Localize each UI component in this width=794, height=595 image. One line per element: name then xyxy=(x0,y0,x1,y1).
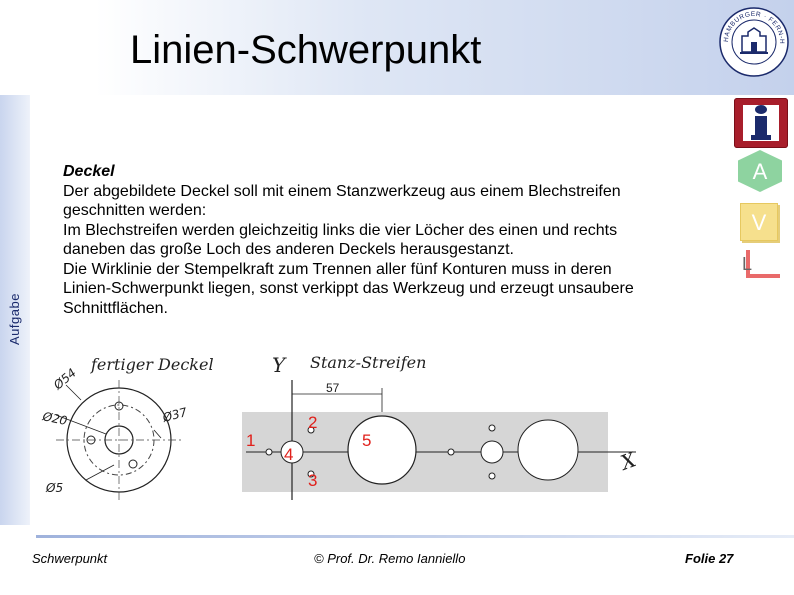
task-line: geschnitten werden: xyxy=(63,202,207,219)
dim-d5: Ø5 xyxy=(46,481,64,495)
left-drawing-title: fertiger Deckel xyxy=(91,355,214,374)
v-button[interactable] xyxy=(740,203,778,241)
label-2: 2 xyxy=(308,413,318,432)
task-line: Schnittflächen. xyxy=(63,299,168,317)
technical-drawing xyxy=(36,350,676,510)
label-4: 4 xyxy=(284,445,294,464)
v-button-label: V xyxy=(751,210,767,235)
next-small-hole xyxy=(448,449,454,455)
right-drawing-title: Stanz-Streifen xyxy=(310,353,427,372)
dim-d37: Ø37 xyxy=(161,404,189,425)
a-button-label: A xyxy=(752,159,768,184)
dim-d54: Ø54 xyxy=(50,365,79,393)
next-small-hole xyxy=(489,473,495,479)
info-icon xyxy=(743,105,779,141)
a-button[interactable] xyxy=(738,150,782,192)
label-1: 1 xyxy=(246,431,256,450)
x-axis-label: X xyxy=(617,447,640,475)
hole-1 xyxy=(266,449,272,455)
hfh-logo xyxy=(718,6,790,78)
next-center-hole xyxy=(481,441,503,463)
label-5: 5 xyxy=(362,431,372,450)
label-3: 3 xyxy=(308,471,318,490)
side-label: Aufgabe xyxy=(7,293,22,345)
task-line: daneben das große Loch des anderen Deckels herausgestanzt. xyxy=(63,241,514,258)
hole-5 xyxy=(348,416,416,484)
footer-author: © Prof. Dr. Remo Ianniello xyxy=(314,551,466,566)
task-line: Der abgebildete Deckel soll mit einem Stanzwerkzeug aus einem Blechstreifen xyxy=(63,182,621,200)
footer-section: Schwerpunkt xyxy=(32,551,108,566)
l-button[interactable] xyxy=(740,246,784,282)
next-large-hole xyxy=(518,420,578,480)
logo-text: HAMBURGER · FERN-H xyxy=(722,10,786,45)
task-line: Die Wirklinie der Stempelkraft zum Trennen aller fünf Konturen muss in deren xyxy=(63,260,612,278)
l-button-label: L xyxy=(742,254,753,274)
footer-divider xyxy=(36,535,794,538)
task-line: Im Blechstreifen werden gleichzeitig links die vier Löcher des einen und rechts xyxy=(63,221,618,239)
info-button[interactable] xyxy=(734,98,788,148)
y-axis-label: Y xyxy=(272,353,286,377)
task-line: Linien-Schwerpunkt liegen, sonst verkippt das Werkzeug und erzeugt unsaubere xyxy=(63,280,634,297)
task-text xyxy=(63,162,723,318)
next-small-hole xyxy=(489,425,495,431)
dim-57: 57 xyxy=(326,381,340,395)
task-heading: Deckel xyxy=(63,163,115,180)
slide-title: Linien-Schwerpunkt xyxy=(130,28,482,72)
dim-d20: Ø20 xyxy=(41,409,69,429)
footer-slide-number: Folie 27 xyxy=(685,551,734,566)
small-hole xyxy=(129,460,137,468)
